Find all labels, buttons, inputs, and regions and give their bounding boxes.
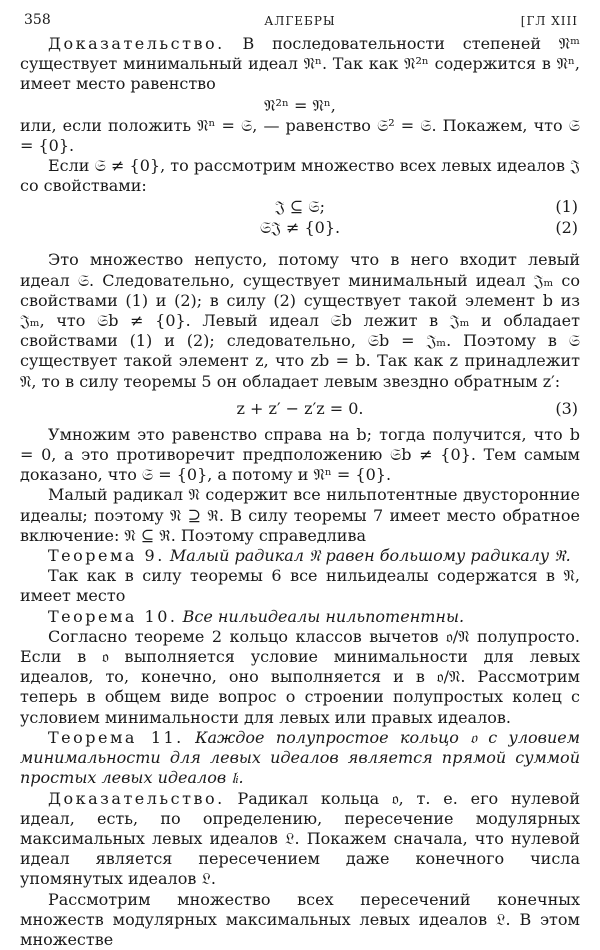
theorem-label: Теорема 10.	[48, 606, 178, 626]
paragraph: Малый радикал 𝔑 содержит все нильпотентные двусторонние идеалы; поэтому 𝔑 ⊇ ℜ. В силу теоремы 7 имеет место обратное включение: 𝔑 ⊆ ℜ. Поэтому справедлива	[20, 485, 580, 545]
running-title: АЛГЕБРЫ	[264, 14, 336, 28]
page-number: 358	[24, 12, 51, 28]
proof-label: Доказательство.	[48, 788, 225, 808]
equation-number: (3)	[555, 398, 578, 418]
paragraph: Это множество непусто, потому что в него входит левый идеал 𝔖. Следовательно, существует минимальный идеал 𝔍ₘ со свойствами (1) и (2); в силу (2) существует такой элемент b из 𝔍ₘ, что 𝔖b ≠ {0}. Левый идеал 𝔖b лежит в 𝔍ₘ и обладает свойствами (1) и (2); следовательно, 𝔖b = 𝔍ₘ. Поэтому в 𝔖 существует такой элемент z, что zb = b. Так как z принадлежит 𝔑, то в силу теоремы 5 он обладает левым звездно обратным z′:	[20, 250, 580, 391]
equation-text: z + z′ − z′z = 0.	[236, 398, 364, 418]
proof-paragraph	[20, 34, 580, 95]
theorem-text: Малый радикал 𝔑 равен большому радикалу ℜ.	[169, 546, 571, 566]
theorem-10	[20, 607, 580, 627]
paragraph: Так как в силу теоремы 6 все нильидеалы содержатся в 𝔑, имеет место	[20, 566, 580, 606]
chapter-label: [ГЛ XIII	[520, 14, 578, 28]
theorem-11	[20, 728, 580, 789]
equation-main	[20, 95, 580, 116]
proof-paragraph	[20, 789, 580, 890]
theorem-text: Каждое полупростое кольцо 𝔬 с уловием минимальности для левых идеалов является прямой суммой простых левых идеалов 𝔩ᵢ.	[20, 727, 581, 788]
equation-text: 𝔖𝔍 ≠ {0}.	[259, 218, 341, 238]
equation-number: (1)	[555, 197, 578, 217]
spacer	[20, 238, 580, 250]
paragraph: Если 𝔖 ≠ {0}, то рассмотрим множество всех левых идеалов 𝔍 со свойствами:	[20, 156, 580, 196]
theorem-label: Теорема 11.	[48, 727, 184, 747]
equation-3	[20, 398, 580, 419]
paragraph: Умножим это равенство справа на b; тогда получится, что b = 0, а это противоречит предположению 𝔖b ≠ {0}. Тем самым доказано, что 𝔖 = {0}, а потому и 𝔑ⁿ = {0}.	[20, 424, 580, 485]
proof-text: Радикал кольца 𝔬, т. е. его нулевой идеал, есть, по определению, пересечение модулярных максимальных левых идеалов 𝔏. Покажем сначала, что нулевой идеал является пересечением даже конечного числа упомянутых идеалов 𝔏.	[20, 788, 580, 889]
theorem-label: Теорема 9.	[48, 546, 165, 566]
paragraph: или, если положить 𝔑ⁿ = 𝔖, — равенство 𝔖² = 𝔖. Покажем, что 𝔖 = {0}.	[20, 115, 580, 155]
equation-number: (2)	[555, 218, 578, 238]
proof-label: Доказательство.	[48, 34, 225, 53]
paragraph: Согласно теореме 2 кольцо классов вычетов 𝔬/𝔑 полупросто. Если в 𝔬 выполняется условие минимальности для левых идеалов, то, конечно, оно выполняется и в 𝔬/𝔑. Рассмотрим теперь в общем виде вопрос о строении полупростых колец с условием минимальности для левых или правых идеалов.	[20, 626, 580, 727]
theorem-text: Все нильидеалы нильпотентны.	[182, 606, 465, 626]
equation-2	[20, 217, 580, 238]
proof-text: В последовательности степеней 𝔑ᵐ существует минимальный идеал 𝔑ⁿ. Так как 𝔑²ⁿ содержится в 𝔑ⁿ, имеет место равенство	[20, 34, 580, 94]
equation-1	[20, 196, 580, 217]
page-body	[20, 34, 580, 950]
theorem-9	[20, 546, 580, 566]
equation-text: 𝔑²ⁿ = 𝔑ⁿ,	[264, 95, 336, 115]
equation-text: 𝔍 ⊆ 𝔖;	[274, 197, 325, 217]
page-header	[20, 10, 580, 34]
paragraph: Рассмотрим множество всех пересечений конечных множеств модулярных максимальных левых идеалов 𝔏. В этом множестве	[20, 889, 580, 949]
